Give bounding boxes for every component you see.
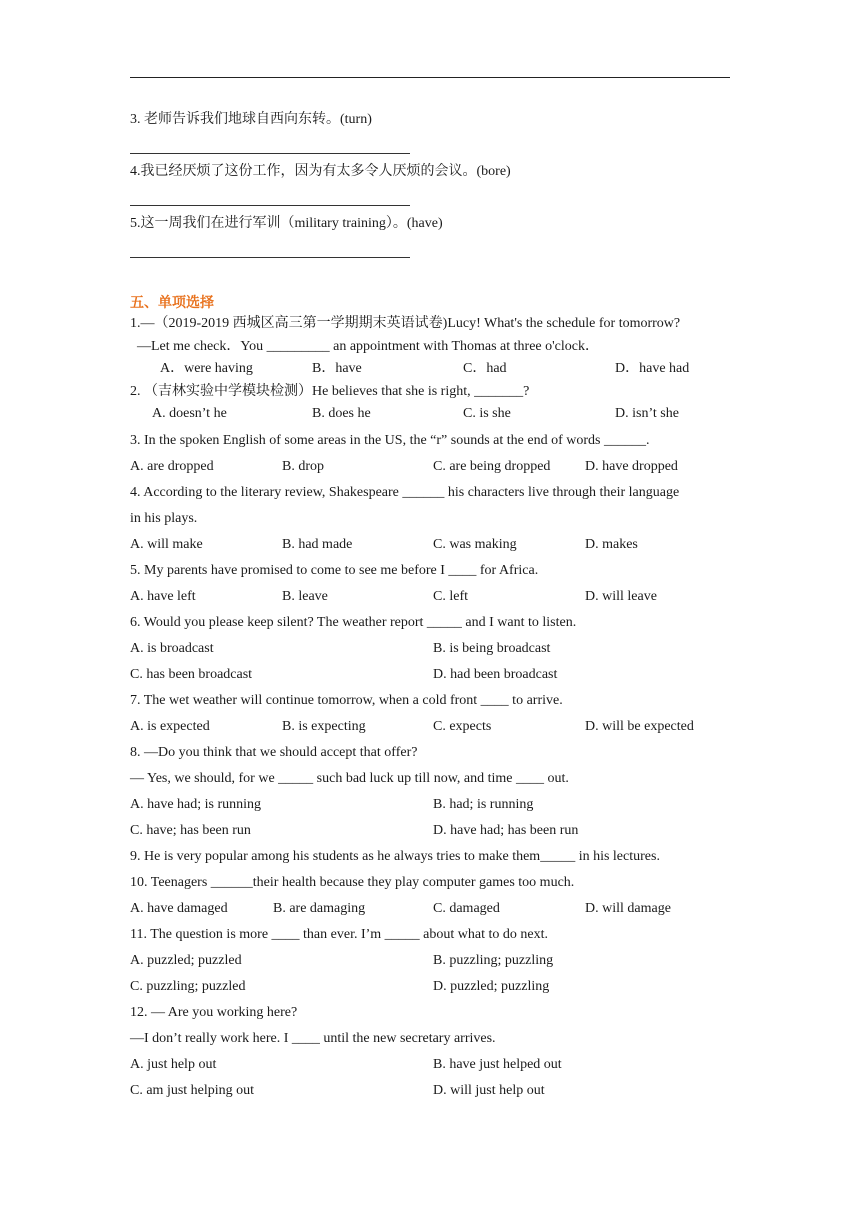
option-a[interactable]: A. doesn’t he [152,406,227,421]
header-rule [130,77,730,78]
question-11-stem: 11. The question is more ____ than ever. I’m _____ about what to do next. [130,927,548,942]
question-4-options [130,535,750,555]
question-1-reply: —Let me check．You _________ an appointment with Thomas at three o'clock． [137,339,599,354]
question-12-options-row1 [130,1055,750,1075]
option-a[interactable]: A. have damaged [130,901,228,916]
question-10-options [130,899,750,919]
option-b[interactable]: B. puzzling; puzzling [433,953,554,968]
question-8-options-row2 [130,821,750,841]
question-10-stem: 10. Teenagers ______their health because they play computer games too much. [130,875,575,890]
question-5-stem: 5. My parents have promised to come to see me before I ____ for Africa. [130,563,539,578]
option-a[interactable]: A．were having [160,361,253,376]
question-12-options-row2 [130,1081,750,1101]
option-d[interactable]: D. puzzled; puzzling [433,979,550,994]
question-6-options-row1 [130,639,750,659]
option-d[interactable]: D. will damage [585,901,671,916]
question-1-stem: 1.—（2019-2019 西城区高三第一学期期末英语试卷)Lucy! What's the schedule for tomorrow? [130,316,681,331]
option-b[interactable]: B. drop [282,459,324,474]
question-11-options-row1 [130,951,750,971]
option-c[interactable]: C. left [433,589,468,604]
option-d[interactable]: D. had been broadcast [433,667,558,682]
option-b[interactable]: B. is expecting [282,719,366,734]
option-d[interactable]: D. have dropped [585,459,678,474]
question-7-stem: 7. The wet weather will continue tomorrow, when a cold front ____ to arrive. [130,693,563,708]
question-3-stem: 3. In the spoken English of some areas in the US, the “r” sounds at the end of words ______. [130,433,650,448]
option-a[interactable]: A. are dropped [130,459,214,474]
option-a[interactable]: A. puzzled; puzzled [130,953,242,968]
question-12-stem: 12. — Are you working here? [130,1005,298,1020]
question-4-stem-cont: in his plays. [130,511,198,526]
option-b[interactable]: B. had; is running [433,797,534,812]
option-a[interactable]: A. is expected [130,719,210,734]
question-3-options [130,457,750,477]
answer-blank-q4 [130,205,410,206]
option-a[interactable]: A. just help out [130,1057,217,1072]
question-6-options-row2 [130,665,750,685]
option-c[interactable]: C. has been broadcast [130,667,253,682]
question-5-options [130,587,750,607]
option-b[interactable]: B．have [312,361,362,376]
option-a[interactable]: A. will make [130,537,203,552]
translation-q3: 3. 老师告诉我们地球自西向东转。(turn) [130,112,372,127]
option-d[interactable]: D. have had; has been run [433,823,579,838]
question-8-stem: 8. —Do you think that we should accept that offer? [130,745,418,760]
option-a[interactable]: A. is broadcast [130,641,214,656]
option-b[interactable]: B. is being broadcast [433,641,551,656]
option-c[interactable]: C．had [463,361,507,376]
option-a[interactable]: A. have had; is running [130,797,262,812]
option-c[interactable]: C. is she [463,406,511,421]
option-d[interactable]: D. makes [585,537,638,552]
translation-q5: 5.这一周我们在进行军训（military training）。(have) [130,216,443,231]
option-d[interactable]: D．have had [615,361,690,376]
question-8-reply: — Yes, we should, for we _____ such bad luck up till now, and time ____ out. [130,771,569,786]
question-6-stem: 6. Would you please keep silent? The weather report _____ and I want to listen. [130,615,577,630]
option-b[interactable]: B. had made [282,537,353,552]
question-9-stem: 9. He is very popular among his students as he always tries to make them_____ in his lectures. [130,849,660,864]
question-4-stem: 4. According to the literary review, Shakespeare ______ his characters live through their language [130,485,680,500]
option-a[interactable]: A. have left [130,589,196,604]
question-2-stem: 2. （吉林实验中学模块检测）He believes that she is right, _______? [130,384,530,399]
question-1-options [160,359,780,379]
option-c[interactable]: C. am just helping out [130,1083,255,1098]
option-c[interactable]: C. are being dropped [433,459,551,474]
answer-blank-q3 [130,153,410,154]
question-8-options-row1 [130,795,750,815]
option-b[interactable]: B. have just helped out [433,1057,562,1072]
option-c[interactable]: C. damaged [433,901,500,916]
question-2-options [152,404,772,424]
option-d[interactable]: D. will just help out [433,1083,545,1098]
option-b[interactable]: B. leave [282,589,328,604]
option-c[interactable]: C. puzzling; puzzled [130,979,246,994]
answer-blank-q5 [130,257,410,258]
translation-q4: 4.我已经厌烦了这份工作，因为有太多令人厌烦的会议。(bore) [130,164,511,179]
option-c[interactable]: C. was making [433,537,517,552]
option-d[interactable]: D. will be expected [585,719,694,734]
option-d[interactable]: D. isn’t she [615,406,679,421]
option-b[interactable]: B. are damaging [273,901,366,916]
option-c[interactable]: C. have; has been run [130,823,251,838]
option-c[interactable]: C. expects [433,719,492,734]
section-title: 五、单项选择 [130,295,214,311]
question-11-options-row2 [130,977,750,997]
question-12-reply: —I don’t really work here. I ____ until the new secretary arrives. [130,1031,496,1046]
option-b[interactable]: B. does he [312,406,371,421]
question-7-options [130,717,750,737]
option-d[interactable]: D. will leave [585,589,657,604]
